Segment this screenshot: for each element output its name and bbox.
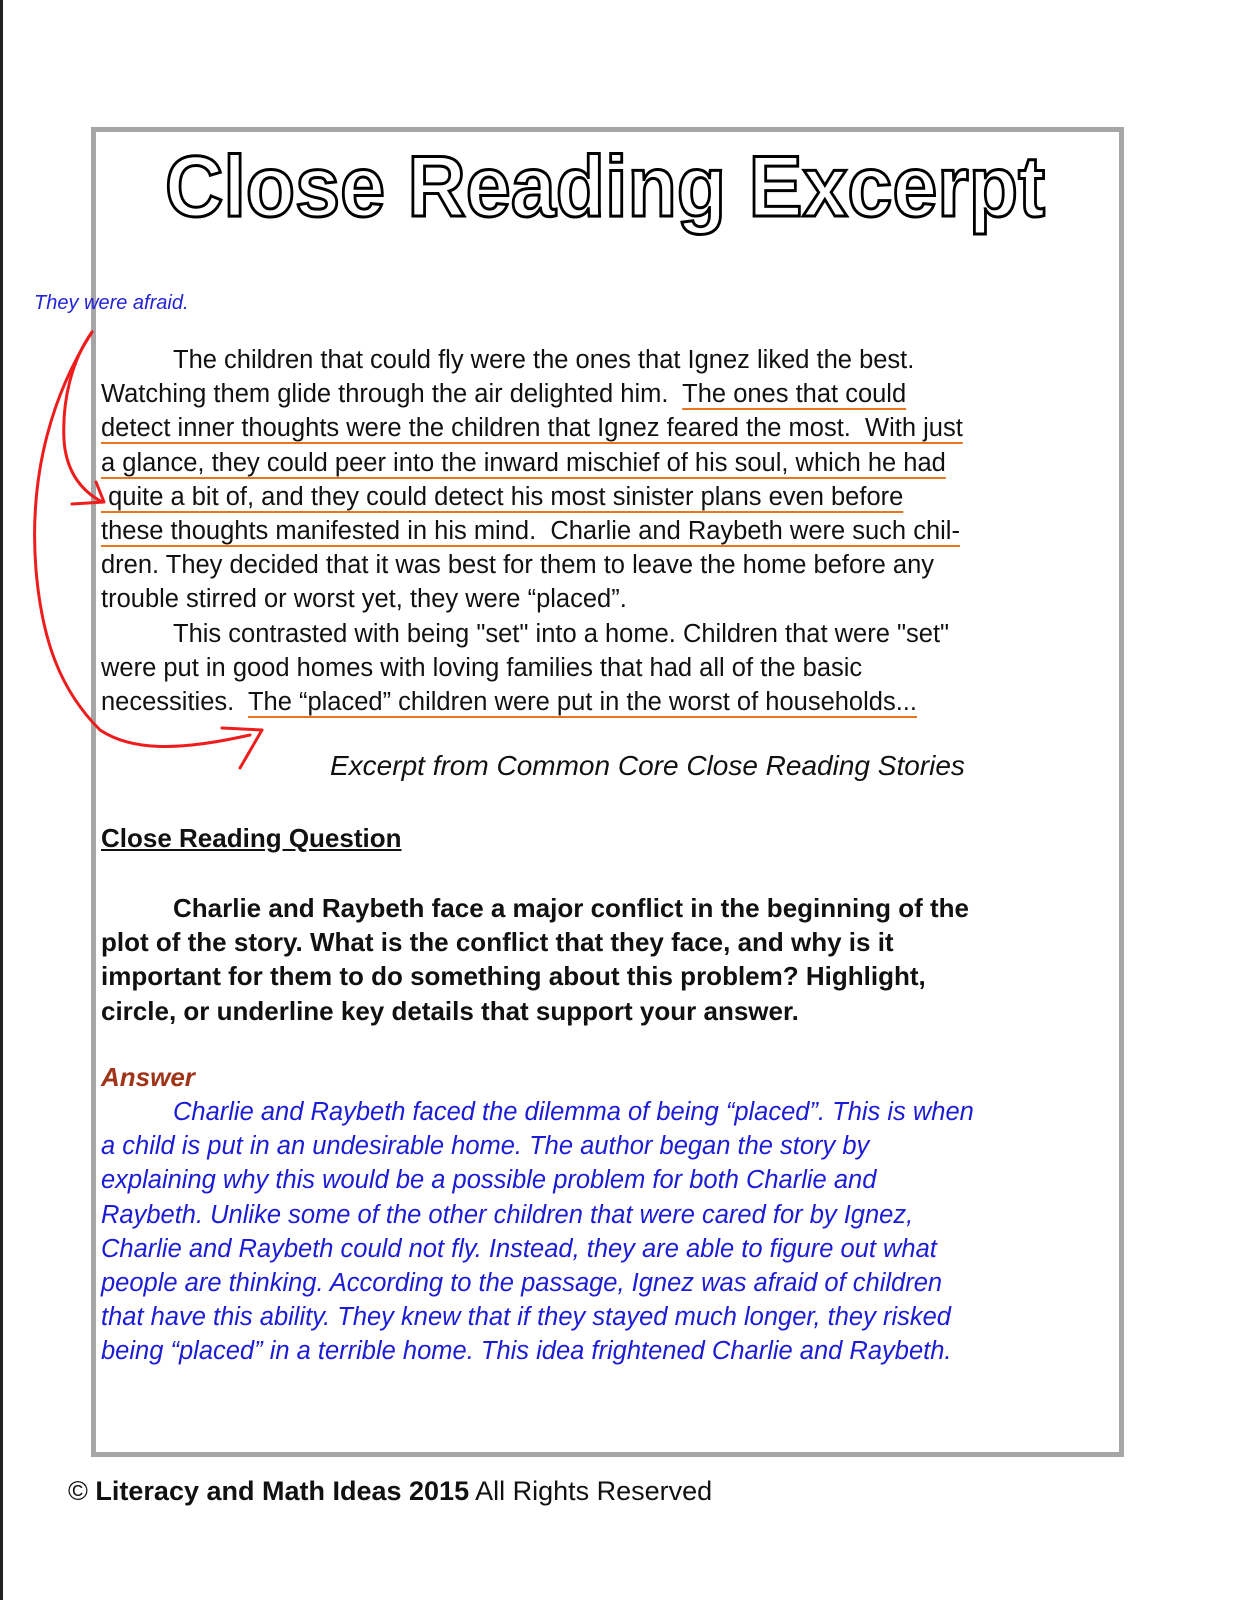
excerpt-line — [101, 617, 1121, 651]
excerpt-line — [101, 651, 1121, 685]
excerpt-line — [101, 377, 1121, 411]
underlined-key-detail: detect inner thoughts were the children that Ignez feared the most. With just — [101, 414, 963, 443]
underlined-key-detail: The “placed” children were put in the worst of households... — [247, 687, 917, 716]
page-title — [100, 130, 1120, 240]
answer-line: Raybeth. Unlike some of the other children that were cared for by Ignez, — [101, 1200, 914, 1229]
underlined-key-detail: these thoughts manifested in his mind. Charlie and Raybeth were such chil- — [101, 516, 960, 545]
underlined-key-detail: The ones that could — [682, 380, 907, 409]
answer-line: being “placed” in a terrible home. This idea frightened Charlie and Raybeth. — [101, 1337, 952, 1366]
excerpt-line — [101, 446, 1121, 480]
answer-line: Charlie and Raybeth could not fly. Instead, they are able to figure out what — [101, 1234, 937, 1263]
margin-note: They were afraid. — [34, 292, 189, 314]
excerpt-line — [101, 582, 1121, 616]
question-line: circle, or underline key details that support your answer. — [101, 995, 799, 1026]
excerpt-text: The children that could fly were the ones that Ignez liked the best. — [173, 346, 915, 374]
question-line: important for them to do something about this problem? Highlight, — [101, 961, 926, 992]
answer-line: that have this ability. They knew that if they stayed much longer, they risked — [101, 1303, 951, 1332]
excerpt-text: trouble stirred or worst yet, they were “placed”. — [101, 585, 627, 614]
copyright-owner: Literacy and Math Ideas 2015 — [95, 1476, 470, 1506]
copyright-rights: All Rights Reserved — [475, 1476, 713, 1506]
svg-text:Close Reading Excerpt: Close Reading Excerpt — [165, 139, 1045, 235]
underlined-key-detail: a glance, they could peer into the inward mischief of his soul, which he had — [101, 448, 946, 477]
answer-line: explaining why this would be a possible problem for both Charlie and — [101, 1166, 877, 1195]
answer-line: Charlie and Raybeth faced the dilemma of being “placed”. This is when — [173, 1098, 974, 1126]
excerpt-line — [101, 685, 1121, 719]
question-line: plot of the story. What is the conflict that they face, and why is it — [101, 927, 894, 958]
excerpt-line — [101, 480, 1121, 514]
excerpt-text: were put in good homes with loving families that had all of the basic — [101, 653, 863, 682]
answer-text — [101, 1095, 1121, 1369]
question-text — [101, 891, 1121, 1028]
underlined-key-detail: quite a bit of, and they could detect his most sinister plans even before — [101, 482, 904, 511]
excerpt-passage — [101, 343, 1121, 719]
excerpt-text: Watching them glide through the air delighted him. — [101, 380, 683, 409]
excerpt-text: dren. They decided that it was best for them to leave the home before any — [101, 551, 935, 580]
excerpt-line — [101, 514, 1121, 548]
answer-label: Answer — [101, 1062, 195, 1092]
excerpt-line — [101, 411, 1121, 445]
left-edge-rule — [0, 0, 3, 1600]
question-heading: Close Reading Question — [101, 823, 402, 853]
excerpt-text: This contrasted with being "set" into a home. Children that were "set" — [173, 619, 950, 648]
answer-line: a child is put in an undesirable home. The author began the story by — [101, 1132, 870, 1161]
excerpt-line — [101, 343, 1121, 377]
excerpt-line — [101, 548, 1121, 582]
excerpt-text: necessities. — [101, 687, 248, 716]
excerpt-source: Excerpt from Common Core Close Reading Stories — [330, 750, 965, 781]
question-line: Charlie and Raybeth face a major conflict in the beginning of the — [173, 893, 969, 923]
copyright-footer — [68, 1476, 712, 1507]
answer-line: people are thinking. According to the passage, Ignez was afraid of children — [101, 1268, 943, 1297]
copyright-symbol: © — [68, 1476, 88, 1506]
